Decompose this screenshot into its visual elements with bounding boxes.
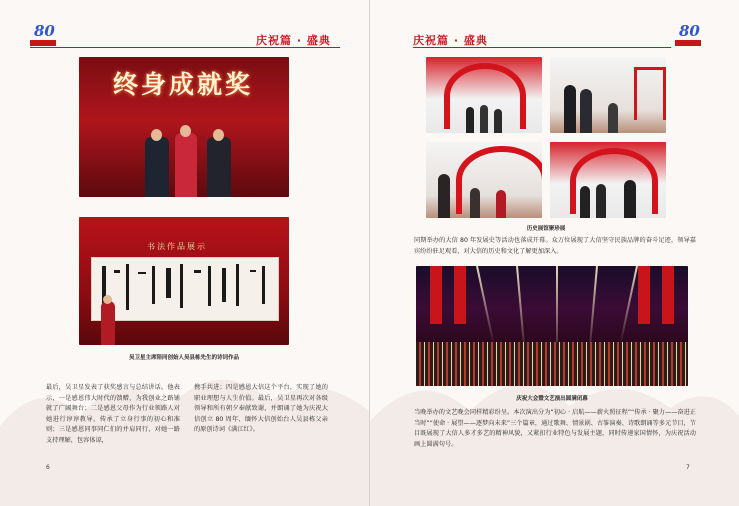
- ink-stroke: [222, 268, 226, 302]
- logo-bar: [30, 40, 56, 46]
- exhibition-caption: 历史展馆聚珍展: [526, 226, 566, 232]
- left-page: [0, 0, 369, 506]
- visitor: [480, 105, 488, 133]
- visitor: [564, 85, 576, 133]
- stage-banner: [430, 266, 442, 324]
- ink-stroke: [166, 268, 171, 298]
- person-right: [207, 137, 231, 197]
- gala-caption: 庆祝大会暨文艺演出圆满闭幕: [516, 396, 588, 402]
- visitor: [494, 109, 502, 133]
- person-left: [145, 137, 169, 197]
- person-left-head: [151, 129, 162, 141]
- visitor: [608, 103, 618, 133]
- stage-banner: [662, 266, 674, 324]
- body-column-2: 携手共进；四是感恩大信这个平台，实现了她的职业理想与人生价值。最后，吴卫星再次对各级领导和所有朝夕奉献致谢，并朗诵了她为庆祝大信创立 80 周年、缅怀大信创始台人吴县栋父亲的原创诗词《满江红》。: [194, 384, 328, 433]
- header-rule: [30, 47, 340, 48]
- visitor: [596, 184, 606, 218]
- stage-banner: [638, 266, 650, 324]
- visitor: [624, 180, 636, 218]
- ink-stroke: [262, 266, 265, 304]
- exhibition-photo-2: [550, 57, 666, 133]
- visitor: [580, 89, 592, 133]
- calligraphy-sign: 书法作品展示: [147, 242, 207, 251]
- brand-logo: [30, 24, 56, 48]
- logo-number: 80: [679, 22, 700, 40]
- paragraph-2: 当晚举办的文艺晚会同样精彩纷呈。本次演出分为“初心 · 启航——薪火照征程”“传承 · 聚力——奋进正当时”“使命 · 展望——逐梦向未来”三个篇章，通过歌舞、情景剧、古筝演奏、诗歌朗诵等多元节目，节目既展现了大信人多才多艺的精神风貌，又紧扣行业特色与发展主题，同时传递家国情怀，为庆祝活动画上圆满句号。: [414, 409, 696, 448]
- ink-stroke: [180, 264, 183, 308]
- award-sign: 终身成就奖: [113, 70, 254, 99]
- photo-caption: 吴卫星主席陪同创始人吴县栋先生的诗词作品: [128, 355, 239, 361]
- display-panel: [634, 67, 666, 120]
- right-page: [370, 0, 739, 506]
- spotlight-beam: [476, 266, 495, 344]
- logo-bar: [675, 40, 701, 46]
- section-title: 庆祝篇 · 盛典: [413, 34, 488, 47]
- visitor: [496, 190, 506, 218]
- body-column-1: 最后，吴卫星发表了获奖感言与总结讲话。他表示，一是感恩伟大时代的馈赠，为我创业之路铺就了广阔舞台；二是感恩父母作为行业领路人对她进行谆谆教导，传承了立身行事的初心和准则；三是感恩同事同仁们的并肩同行，对她一路支持理解，包容体谅，: [46, 384, 180, 444]
- paragraph-1: 同期举办的大信 80 年发展史等活动也落成开幕。众万位展现了大信坚守民族品牌的奋斗足迹，领导嘉宾纷纷驻足观看，对大信的历史和文化了解更加深入。: [414, 237, 696, 255]
- ink-stroke: [138, 272, 146, 274]
- person-center: [175, 133, 197, 197]
- stage-banner: [454, 266, 466, 324]
- exhibition-photo-3: [426, 142, 542, 218]
- speaker-head: [103, 295, 112, 304]
- ink-stroke: [208, 266, 211, 306]
- ink-stroke: [236, 264, 239, 306]
- exhibition-photo-4: [550, 142, 666, 218]
- person-right-head: [213, 129, 224, 141]
- ink-stroke: [126, 264, 129, 310]
- header-rule: [413, 47, 671, 48]
- ink-stroke: [114, 270, 120, 273]
- visitor: [470, 188, 480, 218]
- ink-stroke: [152, 266, 155, 304]
- performers-crowd: [416, 342, 688, 386]
- exhibition-photo-1: [426, 57, 542, 133]
- visitor: [580, 186, 590, 218]
- calligraphy-scroll: [91, 257, 279, 321]
- section-title: 庆祝篇 · 盛典: [256, 34, 331, 47]
- calligraphy-photo: [79, 217, 289, 345]
- spotlight-beam: [619, 266, 638, 344]
- ink-stroke: [250, 270, 256, 272]
- ink-stroke: [194, 270, 201, 273]
- speaker: [101, 301, 115, 345]
- page-number: 6: [46, 464, 50, 471]
- award-photo: [79, 57, 289, 197]
- visitor: [466, 107, 474, 133]
- gala-stage-photo: [416, 266, 688, 386]
- visitor: [438, 174, 450, 218]
- logo-number: 80: [34, 22, 55, 40]
- page-number: 7: [686, 464, 690, 471]
- person-center-head: [180, 125, 191, 137]
- brand-logo: [675, 24, 701, 48]
